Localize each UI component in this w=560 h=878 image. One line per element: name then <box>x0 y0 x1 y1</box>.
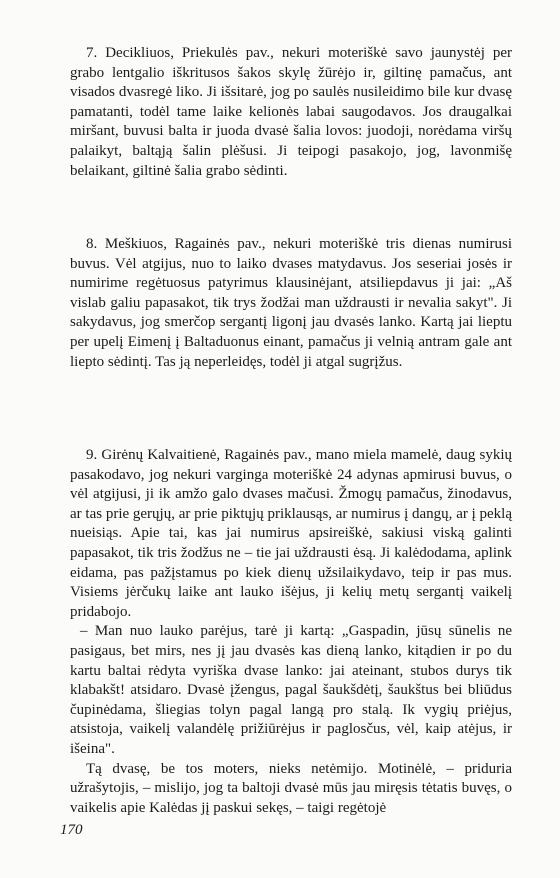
paragraph-9-continued: Tą dvasę, be tos moters, nieks netėmijo. Motinėlė, – priduria užrašytojis, – mislijo, jog ta baltoji dvasė mūs jau miręsis tėtatis buvęs, o vaikelis apie Kalėdas jį paskui sekęs, – taigi regėtojė <box>70 760 512 816</box>
paragraph-block-8 <box>70 235 512 372</box>
paragraph-block-7 <box>70 44 512 181</box>
paragraph-8: 8. Meškiuos, Ragainės pav., nekuri moteriškė tris dienas numirusi buvus. Vėl atgijus, nuo to laiko dvases matydavus. Jos seseriai josės ir numirime regėtuosus patyrimus klausinėjant, atsiliepdavus ji jai: „Aš vislab galiu papasakot, tik trys žodžai man uždrausti ir nevalia sakyt". Ji sakydavus, jog smerčop sergantį ligonį jau dvasės lanko. Kartą jai lieptu per upelį Eimenį į Baltaduonus einant, pamačus ji velnią antram gale ant liepto sėdintį. Tas ją neperleidęs, todėl ji atgal sugrįžus. <box>70 236 512 370</box>
paragraph-9-dialogue: – Man nuo lauko parėjus, tarė ji kartą: „Gaspadin, jūsų sūnelis ne pasigaus, bet mirs, nes jį jau dvasės kas dieną lanko, kitądien ir po du kartu baltai rėdyta vyriška dvase lanko: jai ateinant, stubos durys tik klabakšt! atsidaro. Dvasė įžengus, pagal šaukšdėtį, šaukštus bei bliūdus čupinėdama, šliegias tolyn pagal langą pro stalą. Ik vygių priėjus, atsistoja, vaikelį valandėlę prižiūrėjus ir paglosčus, vėl, kaip atėjus, ir išeina". <box>70 623 512 757</box>
page-number: 170 <box>60 822 83 838</box>
paragraph-7: 7. Decikliuos, Priekulės pav., nekuri moteriškė savo jaunystėj per grabo lentgalio iškritusos šakos skylę žūrėjo ir, giltinę pamačus, ant visados dvasregė liko. Ji išsitarė, jog po saulės nusileidimo bile kur dvasę pamatanti, todėl tame laike kelionės labai saugodavos. Jos draugalkai miršant, buvusi balta ir juoda dvasė šalia lovos: juodoji, norėdama viršų palaikyt, baltąją šalin plėšusi. Ji teipogi pasakojo, jog, lavonmišę belaikant, giltinė šalia grabo sėdinti. <box>70 45 512 179</box>
paragraph-block-9 <box>70 446 512 818</box>
paragraph-9: 9. Girėnų Kalvaitienė, Ragainės pav., mano miela mamelė, daug sykių pasakodavo, jog nekuri vargingа moteriškė 24 adynas apmirusi buvus, o vėl atgijusi, ji ik amžo galo dvases mačusi. Žmogų pamačus, žinodavus, ar tas prie gerųjų, ar prie piktųjų priklausąs, ar numirus į dangų, ar į peklą nueisiąs. Apie tai, kas jai numirus apsireiškė, sakiusi viską galinti papasakot, tik tris žodžus ne – tie jai uždrausti ėsą. Ji kalėdodama, aplink eidama, pas pažįstamus po kiek dienų užsilaikydavo, teip ir pas mus. Visiems jėrčukų laike ant lauko išėjus, ji kelių metų sergantį vaikelį pridabojo. <box>70 447 512 620</box>
